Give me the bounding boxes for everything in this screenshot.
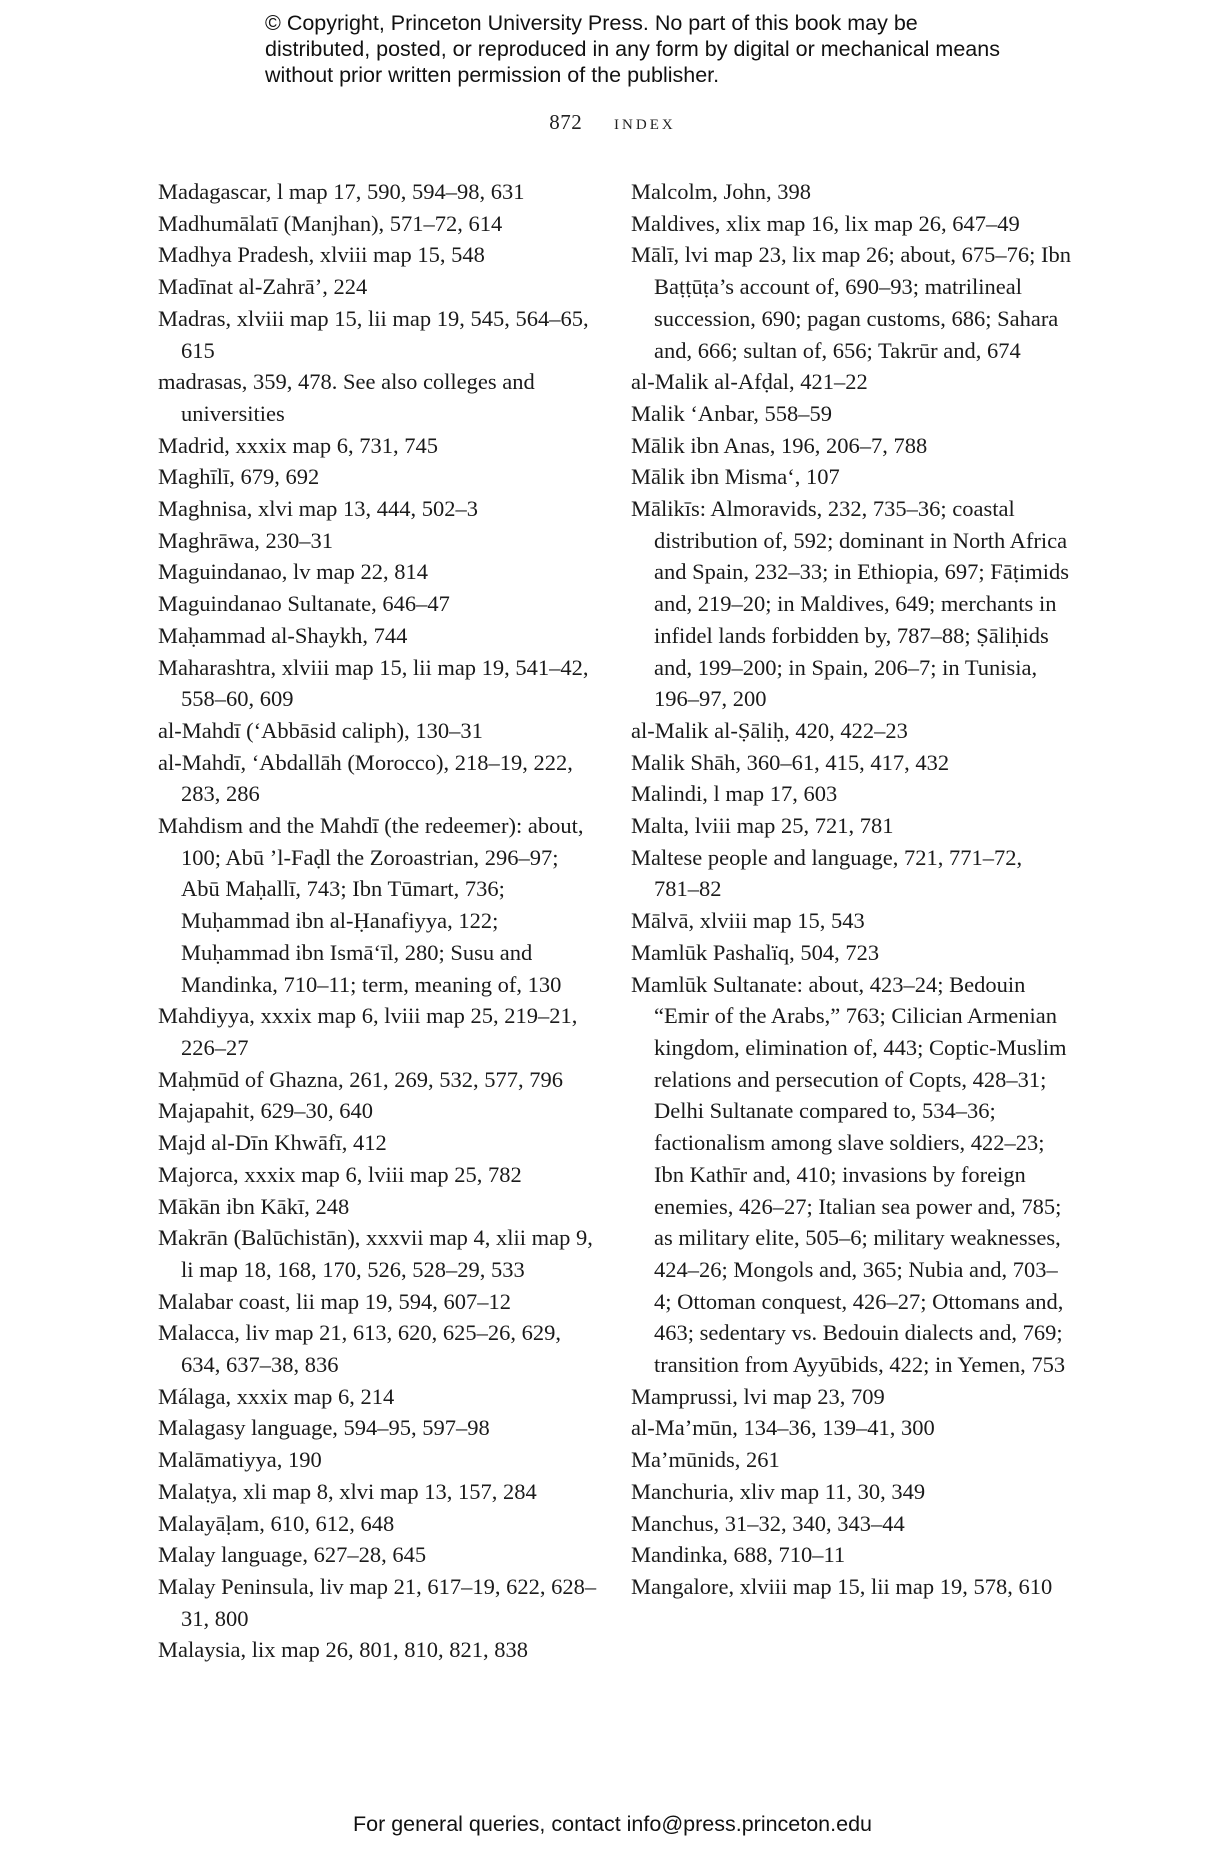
index-entry: Málaga, xxxix map 6, 214 — [158, 1383, 395, 1409]
footer-contact: For general queries, contact info@press.princeton.edu — [352, 1812, 872, 1836]
index-entry: Maguindanao, lv map 22, 814 — [158, 559, 428, 585]
index-entry: Madīnat al-Zahrā’, 224 — [158, 274, 368, 300]
index-entry: Mangalore, xlviii map 15, lii map 19, 578, 610 — [631, 1573, 1053, 1599]
index-entry: Makrān (Balūchistān), xxxvii map 4, xlii map 9, li map 18, 168, 170, 526, 528–29, 533 — [158, 1225, 593, 1282]
running-title: index — [614, 110, 676, 134]
copyright-notice: © Copyright, Princeton University Press. No part of this book may be distributed, posted, or reproduced in any form by digital or mechanical means without prior written permission of the publisher. — [265, 11, 1000, 87]
index-entry: Maltese people and language, 721, 771–72, 781–82 — [631, 844, 1023, 902]
index-entry: Madhya Pradesh, xlviii map 15, 548 — [158, 242, 485, 268]
index-entry: Malindi, l map 17, 603 — [631, 781, 838, 807]
index-entry: Manchus, 31–32, 340, 343–44 — [631, 1510, 905, 1536]
index-entry: Malik Shāh, 360–61, 415, 417, 432 — [631, 749, 950, 775]
index-entry: Mamprussi, lvi map 23, 709 — [631, 1383, 885, 1409]
index-entry: Maghrāwa, 230–31 — [158, 527, 333, 553]
index-entry: Majapahit, 629–30, 640 — [158, 1098, 373, 1124]
index-entry: Malāmatiyya, 190 — [158, 1447, 322, 1473]
index-entry: Mālik ibn Anas, 196, 206–7, 788 — [631, 432, 928, 458]
page-number: 872 — [549, 110, 583, 134]
index-entry: al-Malik al-Ṣāliḥ, 420, 422–23 — [631, 717, 908, 743]
index-entry: Malik ‘Anbar, 558–59 — [631, 400, 832, 426]
index-entry: Madagascar, l map 17, 590, 594–98, 631 — [158, 179, 525, 204]
index-entry: Malagasy language, 594–95, 597–98 — [158, 1415, 490, 1441]
index-column-right — [631, 176, 1071, 1603]
index-entry: al-Mahdī (‘Abbāsid caliph), 130–31 — [158, 717, 483, 743]
index-entry: Maldives, xlix map 16, lix map 26, 647–49 — [631, 210, 1020, 236]
index-entry: Mālik ibn Misma‘, 107 — [631, 464, 840, 490]
index-entry: Mahdism and the Mahdī (the redeemer): about, 100; Abū ’l-Faḍl the Zoroastrian, 296–97; Abū Maḥallī, 743; Ibn Tūmart, 736; Muḥammad ibn al-Ḥanafiyya, 122; Muḥammad ibn Ismā‘īl, 280; Susu and Mandinka, 710–11; term, meaning of, 130 — [158, 813, 584, 997]
index-entry: Maghīlī, 679, 692 — [158, 464, 320, 490]
index-entry: Malayāḷam, 610, 612, 648 — [158, 1510, 395, 1536]
index-entry: Madhumālatī (Manjhan), 571–72, 614 — [158, 210, 503, 236]
index-entry: Maḥammad al-Shaykh, 744 — [158, 622, 408, 648]
index-entry: Mālikīs: Almoravids, 232, 735–36; coastal distribution of, 592; dominant in North Africa and Spain, 232–33; in Ethiopia, 697; Fāṭimids and, 219–20; in Maldives, 649; merchants in infidel lands forbidden by, 787–88; Ṣāliḥids and, 199–200; in Spain, 206–7; in Tunisia, 196–97, 200 — [631, 496, 1069, 712]
index-entry: al-Ma’mūn, 134–36, 139–41, 300 — [631, 1415, 935, 1441]
index-entry: al-Mahdī, ‘Abdallāh (Morocco), 218–19, 222, 283, 286 — [158, 749, 573, 807]
index-entry: Malay language, 627–28, 645 — [158, 1542, 427, 1568]
index-entry: Maharashtra, xlviii map 15, lii map 19, 541–42, 558–60, 609 — [158, 654, 589, 712]
index-entry: Malcolm, John, 398 — [631, 179, 811, 204]
index-entry: Malacca, liv map 21, 613, 620, 625–26, 629, 634, 637–38, 836 — [158, 1320, 562, 1378]
index-entry: Majd al-Dīn Khwāfī, 412 — [158, 1130, 387, 1156]
index-entry: Mahdiyya, xxxix map 6, lviii map 25, 219–21, 226–27 — [158, 1003, 578, 1060]
running-head — [0, 110, 1225, 135]
index-entry: madrasas, 359, 478. See also colleges and universities — [158, 369, 535, 426]
index-entry: Madras, xlviii map 15, lii map 19, 545, 564–65, 615 — [158, 305, 589, 363]
index-entry: Malta, lviii map 25, 721, 781 — [631, 813, 894, 839]
index-entry: Mālvā, xlviii map 15, 543 — [631, 908, 865, 934]
index-entry: al-Malik al-Afḍal, 421–22 — [631, 369, 868, 395]
index-entry: Mamlūk Pashalïq, 504, 723 — [631, 939, 880, 965]
index-entry: Malabar coast, lii map 19, 594, 607–12 — [158, 1288, 512, 1314]
index-entry: Madrid, xxxix map 6, 731, 745 — [158, 432, 438, 458]
index-entry: Malay Peninsula, liv map 21, 617–19, 622, 628–31, 800 — [158, 1573, 597, 1631]
index-column-left — [158, 176, 598, 1666]
index-entry: Ma’mūnids, 261 — [631, 1447, 780, 1473]
index-entry: Mamlūk Sultanate: about, 423–24; Bedouin “Emir of the Arabs,” 763; Cilician Armenian kingdom, elimination of, 443; Coptic-Muslim relations and persecution of Copts, 428–31; Delhi Sultanate compared to, 534–36; factionalism among slave soldiers, 422–23; Ibn Kathīr and, 410; invasions by foreign enemies, 426–27; Italian sea power and, 785; as military elite, 505–6; military weaknesses, 424–26; Mongols and, 365; Nubia and, 703–4; Ottoman conquest, 426–27; Ottomans and, 463; sedentary vs. Bedouin dialects and, 769; transition from Ayyūbids, 422; in Yemen, 753 — [631, 971, 1067, 1378]
index-entry: Maḥmūd of Ghazna, 261, 269, 532, 577, 796 — [158, 1066, 563, 1092]
index-entry: Mākān ibn Kākī, 248 — [158, 1193, 350, 1219]
index-entry: Mālī, lvi map 23, lix map 26; about, 675–76; Ibn Baṭṭūṭa’s account of, 690–93; matrilineal succession, 690; pagan customs, 686; Sahara and, 666; sultan of, 656; Takrūr and, 674 — [631, 242, 1071, 363]
index-entry: Maguindanao Sultanate, 646–47 — [158, 591, 450, 617]
index-entry: Majorca, xxxix map 6, lviii map 25, 782 — [158, 1161, 522, 1187]
index-entry: Manchuria, xliv map 11, 30, 349 — [631, 1478, 926, 1504]
index-entry: Mandinka, 688, 710–11 — [631, 1542, 846, 1568]
index-entry: Malaṭya, xli map 8, xlvi map 13, 157, 284 — [158, 1478, 537, 1504]
index-entry: Maghnisa, xlvi map 13, 444, 502–3 — [158, 496, 478, 522]
index-entry: Malaysia, lix map 26, 801, 810, 821, 838 — [158, 1637, 528, 1663]
